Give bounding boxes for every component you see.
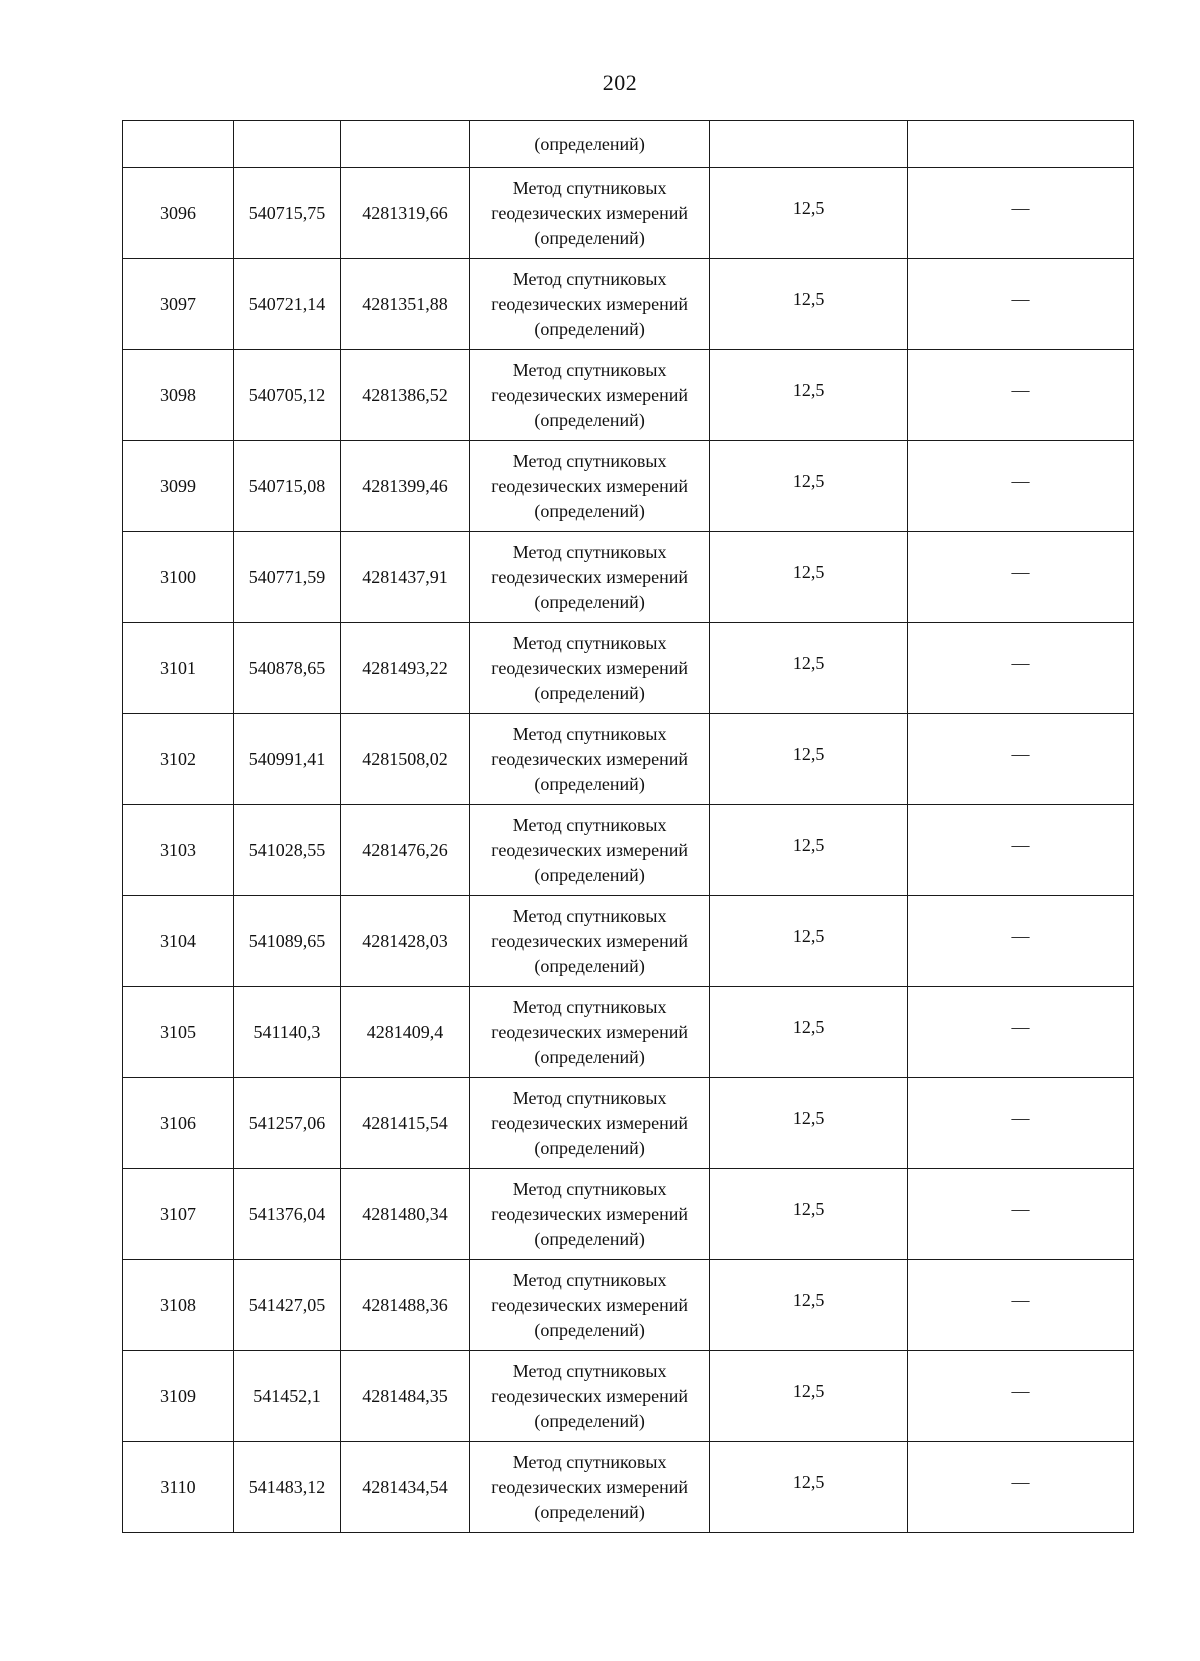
method-line: геодезических измерений <box>491 839 689 860</box>
method-line: Метод спутниковых <box>512 905 667 926</box>
method-line: геодезических измерений <box>491 293 689 314</box>
table-row <box>123 987 1134 1078</box>
table-row <box>123 1078 1134 1169</box>
method-line: (определений) <box>534 1501 645 1522</box>
y-coordinate-cell: 4281508,02 <box>340 714 469 805</box>
continuation-row <box>123 121 1134 168</box>
method-line: геодезических измерений <box>491 1294 689 1315</box>
method-cell <box>470 1260 710 1351</box>
table-row <box>123 259 1134 350</box>
point-number-cell: 3097 <box>123 259 234 350</box>
note-cell <box>907 168 1133 259</box>
note-dash: — <box>1011 834 1030 855</box>
method-line: геодезических измерений <box>491 384 689 405</box>
method-line: (определений) <box>534 1319 645 1340</box>
continuation-text: (определений) <box>534 133 645 154</box>
point-number-cell: 3101 <box>123 623 234 714</box>
point-number-cell: 3099 <box>123 441 234 532</box>
table-row <box>123 350 1134 441</box>
method-cell <box>470 1078 710 1169</box>
method-line: (определений) <box>534 1046 645 1067</box>
method-line: (определений) <box>534 318 645 339</box>
point-number-cell: 3107 <box>123 1169 234 1260</box>
accuracy-cell <box>710 987 908 1078</box>
method-line: (определений) <box>534 591 645 612</box>
accuracy-value: 12,5 <box>792 925 825 946</box>
method-line: (определений) <box>534 500 645 521</box>
note-dash: — <box>1011 652 1030 673</box>
y-coordinate-cell: 4281484,35 <box>340 1351 469 1442</box>
method-line: Метод спутниковых <box>512 359 667 380</box>
method-line: геодезических измерений <box>491 657 689 678</box>
method-line: геодезических измерений <box>491 475 689 496</box>
accuracy-value: 12,5 <box>792 561 825 582</box>
note-dash: — <box>1011 925 1030 946</box>
note-dash: — <box>1011 561 1030 582</box>
method-line: Метод спутниковых <box>512 177 667 198</box>
table-row <box>123 1169 1134 1260</box>
table-row <box>123 1442 1134 1533</box>
method-line: Метод спутниковых <box>512 1451 667 1472</box>
y-coordinate-cell: 4281351,88 <box>340 259 469 350</box>
accuracy-cell <box>710 259 908 350</box>
note-dash: — <box>1011 1380 1030 1401</box>
y-coordinate-cell: 4281480,34 <box>340 1169 469 1260</box>
accuracy-cell <box>710 532 908 623</box>
method-line: (определений) <box>534 682 645 703</box>
accuracy-value: 12,5 <box>792 197 825 218</box>
y-coordinate-cell: 4281319,66 <box>340 168 469 259</box>
note-dash: — <box>1011 1016 1030 1037</box>
method-line: Метод спутниковых <box>512 450 667 471</box>
method-line: геодезических измерений <box>491 566 689 587</box>
x-coordinate-cell: 541483,12 <box>233 1442 340 1533</box>
method-cell <box>470 532 710 623</box>
note-cell <box>907 259 1133 350</box>
accuracy-value: 12,5 <box>792 1289 825 1310</box>
y-coordinate-cell: 4281415,54 <box>340 1078 469 1169</box>
y-coordinate-cell <box>340 121 469 168</box>
accuracy-cell <box>710 1169 908 1260</box>
method-cell <box>470 805 710 896</box>
note-dash: — <box>1011 1198 1030 1219</box>
table-row <box>123 805 1134 896</box>
method-cell <box>470 1169 710 1260</box>
table-row <box>123 532 1134 623</box>
method-line: Метод спутниковых <box>512 541 667 562</box>
accuracy-value: 12,5 <box>792 1198 825 1219</box>
note-cell <box>907 987 1133 1078</box>
table-row <box>123 168 1134 259</box>
note-cell <box>907 623 1133 714</box>
note-cell <box>907 714 1133 805</box>
method-line: (определений) <box>534 1137 645 1158</box>
accuracy-cell <box>710 350 908 441</box>
accuracy-value: 12,5 <box>792 834 825 855</box>
x-coordinate-cell: 541028,55 <box>233 805 340 896</box>
note-cell <box>907 1078 1133 1169</box>
y-coordinate-cell: 4281428,03 <box>340 896 469 987</box>
x-coordinate-cell: 540878,65 <box>233 623 340 714</box>
method-line: Метод спутниковых <box>512 1360 667 1381</box>
method-cell <box>470 896 710 987</box>
x-coordinate-cell: 541089,65 <box>233 896 340 987</box>
x-coordinate-cell: 541257,06 <box>233 1078 340 1169</box>
page-number: 202 <box>602 70 638 95</box>
note-dash: — <box>1011 197 1030 218</box>
accuracy-cell <box>710 168 908 259</box>
accuracy-cell <box>710 805 908 896</box>
accuracy-cell <box>710 1078 908 1169</box>
accuracy-value: 12,5 <box>792 379 825 400</box>
table-row <box>123 441 1134 532</box>
method-line: геодезических измерений <box>491 1476 689 1497</box>
x-coordinate-cell: 540991,41 <box>233 714 340 805</box>
method-cell <box>470 623 710 714</box>
point-number-cell: 3108 <box>123 1260 234 1351</box>
method-line: (определений) <box>534 1228 645 1249</box>
method-cell <box>470 987 710 1078</box>
accuracy-value: 12,5 <box>792 743 825 764</box>
method-line: Метод спутниковых <box>512 814 667 835</box>
method-line: Метод спутниковых <box>512 268 667 289</box>
note-dash: — <box>1011 470 1030 491</box>
x-coordinate-cell: 540705,12 <box>233 350 340 441</box>
point-number-cell: 3098 <box>123 350 234 441</box>
method-cell <box>470 1351 710 1442</box>
point-number-cell: 3096 <box>123 168 234 259</box>
table-row <box>123 623 1134 714</box>
note-cell <box>907 1260 1133 1351</box>
accuracy-cell <box>710 1442 908 1533</box>
y-coordinate-cell: 4281493,22 <box>340 623 469 714</box>
method-cell <box>470 121 710 168</box>
accuracy-value: 12,5 <box>792 1016 825 1037</box>
table-row <box>123 896 1134 987</box>
accuracy-cell <box>710 1260 908 1351</box>
accuracy-cell <box>710 896 908 987</box>
note-cell <box>907 1169 1133 1260</box>
table-row <box>123 1260 1134 1351</box>
accuracy-value: 12,5 <box>792 1380 825 1401</box>
point-number-cell: 3110 <box>123 1442 234 1533</box>
method-line: (определений) <box>534 955 645 976</box>
method-line: (определений) <box>534 409 645 430</box>
table-row <box>123 1351 1134 1442</box>
accuracy-cell <box>710 121 908 168</box>
point-number-cell: 3100 <box>123 532 234 623</box>
point-number-cell: 3103 <box>123 805 234 896</box>
method-cell <box>470 441 710 532</box>
y-coordinate-cell: 4281386,52 <box>340 350 469 441</box>
method-line: Метод спутниковых <box>512 1269 667 1290</box>
y-coordinate-cell: 4281409,4 <box>340 987 469 1078</box>
x-coordinate-cell: 540715,08 <box>233 441 340 532</box>
note-cell <box>907 805 1133 896</box>
note-dash: — <box>1011 288 1030 309</box>
method-line: (определений) <box>534 227 645 248</box>
y-coordinate-cell: 4281476,26 <box>340 805 469 896</box>
accuracy-cell <box>710 714 908 805</box>
note-cell <box>907 896 1133 987</box>
method-line: (определений) <box>534 773 645 794</box>
x-coordinate-cell: 541427,05 <box>233 1260 340 1351</box>
method-line: геодезических измерений <box>491 1112 689 1133</box>
method-line: (определений) <box>534 864 645 885</box>
note-cell <box>907 121 1133 168</box>
point-number-cell: 3106 <box>123 1078 234 1169</box>
y-coordinate-cell: 4281488,36 <box>340 1260 469 1351</box>
note-cell <box>907 350 1133 441</box>
method-cell <box>470 1442 710 1533</box>
method-line: геодезических измерений <box>491 748 689 769</box>
method-cell <box>470 350 710 441</box>
note-dash: — <box>1011 743 1030 764</box>
method-cell <box>470 714 710 805</box>
y-coordinate-cell: 4281437,91 <box>340 532 469 623</box>
table-row <box>123 714 1134 805</box>
note-dash: — <box>1011 379 1030 400</box>
y-coordinate-cell: 4281399,46 <box>340 441 469 532</box>
coordinates-table <box>122 120 1134 1533</box>
point-number-cell: 3104 <box>123 896 234 987</box>
note-cell <box>907 532 1133 623</box>
method-line: геодезических измерений <box>491 1203 689 1224</box>
note-cell <box>907 1351 1133 1442</box>
accuracy-value: 12,5 <box>792 470 825 491</box>
accuracy-cell <box>710 1351 908 1442</box>
note-cell <box>907 441 1133 532</box>
x-coordinate-cell: 540715,75 <box>233 168 340 259</box>
method-line: Метод спутниковых <box>512 723 667 744</box>
method-line: геодезических измерений <box>491 1385 689 1406</box>
point-number-cell: 3105 <box>123 987 234 1078</box>
note-dash: — <box>1011 1289 1030 1310</box>
accuracy-value: 12,5 <box>792 652 825 673</box>
x-coordinate-cell: 541376,04 <box>233 1169 340 1260</box>
y-coordinate-cell: 4281434,54 <box>340 1442 469 1533</box>
method-line: геодезических измерений <box>491 1021 689 1042</box>
method-line: (определений) <box>534 1410 645 1431</box>
method-cell <box>470 168 710 259</box>
method-cell <box>470 259 710 350</box>
x-coordinate-cell: 541140,3 <box>233 987 340 1078</box>
accuracy-cell <box>710 441 908 532</box>
point-number-cell: 3109 <box>123 1351 234 1442</box>
method-line: геодезических измерений <box>491 930 689 951</box>
method-line: Метод спутниковых <box>512 996 667 1017</box>
method-line: Метод спутниковых <box>512 1178 667 1199</box>
note-dash: — <box>1011 1471 1030 1492</box>
accuracy-value: 12,5 <box>792 1471 825 1492</box>
accuracy-value: 12,5 <box>792 288 825 309</box>
accuracy-cell <box>710 623 908 714</box>
x-coordinate-cell: 541452,1 <box>233 1351 340 1442</box>
x-coordinate-cell: 540721,14 <box>233 259 340 350</box>
note-dash: — <box>1011 1107 1030 1128</box>
accuracy-value: 12,5 <box>792 1107 825 1128</box>
coordinates-table-body <box>123 121 1134 1533</box>
point-number-cell <box>123 121 234 168</box>
x-coordinate-cell <box>233 121 340 168</box>
method-line: Метод спутниковых <box>512 1087 667 1108</box>
note-cell <box>907 1442 1133 1533</box>
x-coordinate-cell: 540771,59 <box>233 532 340 623</box>
method-line: геодезических измерений <box>491 202 689 223</box>
method-line: Метод спутниковых <box>512 632 667 653</box>
point-number-cell: 3102 <box>123 714 234 805</box>
